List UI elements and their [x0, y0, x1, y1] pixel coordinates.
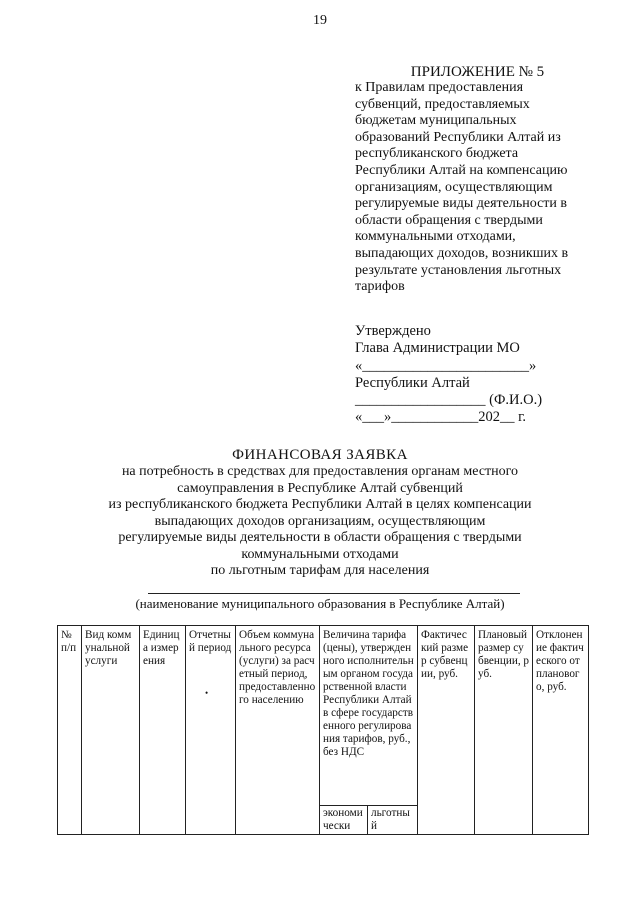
header-cell-volume: Объем коммунального ресурса (услуги) за расчетный период, предоставленного населению: [236, 626, 320, 835]
heading-line: коммунальными отходами: [241, 546, 399, 562]
heading-line: самоуправления в Республике Алтай субвенций: [177, 480, 463, 496]
org-name-caption: (наименование муниципального образования в Республике Алтай): [135, 596, 505, 611]
appendix-line: бюджетам муниципальных: [355, 113, 517, 129]
appendix-title: ПРИЛОЖЕНИЕ № 5: [410, 64, 545, 80]
appendix-line: к Правилам предоставления: [355, 80, 524, 95]
heading-line: по льготным тарифам для населения: [210, 563, 430, 578]
mo-name-blank: «_______________________»: [355, 357, 537, 374]
appendix-line: республиканского бюджета: [355, 146, 519, 162]
heading-line: выпадающих доходов организациям, осуществляющим: [154, 513, 486, 529]
document-heading: [40, 447, 600, 580]
heading-line: регулируемые виды деятельности в области обращения с твердыми: [118, 530, 522, 545]
fio-blank: __________________ (Ф.И.О.): [355, 392, 543, 409]
header-cell-number: № п/п: [58, 626, 82, 835]
scan-speck: •: [205, 688, 209, 698]
header-cell-unit: Единица измерения: [140, 626, 186, 835]
appendix-line: результате установления льготных: [355, 262, 562, 278]
header-cell-service-type: Вид коммунальной услуги: [82, 626, 140, 835]
subheader-preferential: льготный: [368, 806, 418, 835]
head-title: Глава Администрации МО: [355, 340, 520, 357]
republic-label: Республики Алтай: [355, 374, 470, 391]
appendix-line: тарифов: [355, 279, 405, 295]
appendix-line: выпадающих доходов, возникших в: [355, 245, 569, 261]
heading-line: на потребность в средствах для предоставления органам местного: [121, 464, 519, 479]
header-cell-tariff: Величина тарифа (цены), утвержденного исполнительным органом государственной власти Республики Алтай в сфере государственного регулирования тарифов, руб., без НДС: [320, 626, 418, 806]
financial-request-table: [57, 625, 589, 835]
header-cell-period: Отчетный период: [186, 626, 236, 835]
header-cell-actual-subvention: Фактический размер субвенции, руб.: [418, 626, 475, 835]
appendix-line: организациям, осуществляющим: [355, 179, 553, 195]
org-name-underline: [148, 593, 520, 594]
appendix-line: образований Республики Алтай из: [355, 129, 561, 145]
appendix-block: [355, 64, 600, 296]
appendix-line: субвенций, предоставляемых: [355, 96, 530, 112]
appendix-line: области обращения с твердыми: [355, 212, 543, 228]
header-cell-planned-subvention: Плановый размер субвенции, руб.: [475, 626, 533, 835]
appendix-line: коммунальными отходами,: [355, 229, 516, 245]
appendix-line: Республики Алтай на компенсацию: [355, 162, 568, 178]
page-number: 19: [313, 13, 327, 28]
date-blank: «___»____________202__ г.: [355, 409, 527, 426]
approval-block: [355, 323, 595, 427]
document-title: ФИНАНСОВАЯ ЗАЯВКА: [232, 447, 408, 463]
approved-label: Утверждено: [355, 323, 431, 339]
appendix-line: регулируемые виды деятельности в: [355, 196, 568, 212]
subheader-economic: экономически: [320, 806, 368, 835]
header-cell-deviation: Отклонение фактического от планового, руб.: [533, 626, 589, 835]
heading-line: из республиканского бюджета Республики Алтай в целях компенсации: [108, 497, 532, 512]
